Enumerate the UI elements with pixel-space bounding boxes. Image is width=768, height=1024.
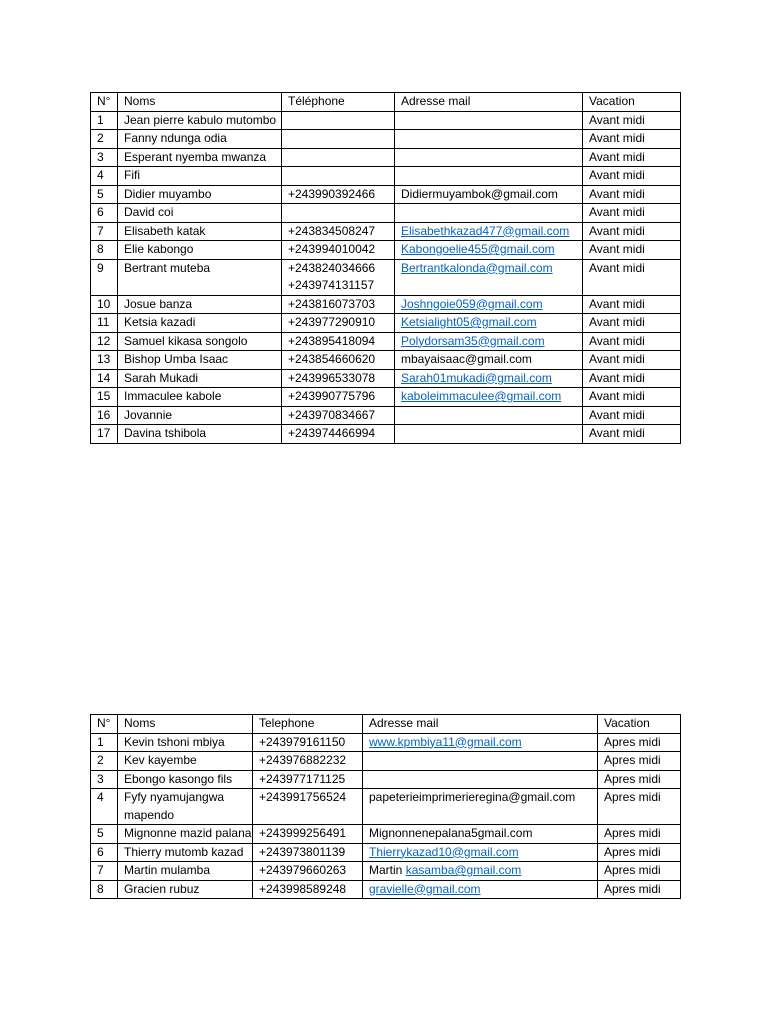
email-cell[interactable] [395, 314, 583, 333]
vacation-cell: Avant midi [583, 259, 681, 295]
name-cell: Jovannie [118, 406, 282, 425]
table-row [91, 204, 681, 223]
phone-cell: +243990775796 [282, 388, 395, 407]
row-number-cell: 15 [91, 388, 118, 407]
phone-cell: +243979161150 [253, 733, 363, 752]
row-number-cell: 5 [91, 825, 118, 844]
header-vacation: Vacation [583, 93, 681, 112]
row-number-cell: 7 [91, 862, 118, 881]
phone-cell: +243816073703 [282, 295, 395, 314]
table-row [91, 425, 681, 444]
email-cell [363, 752, 598, 771]
name-cell: David coi [118, 204, 282, 223]
phone-cell: +243834508247 [282, 222, 395, 241]
table-row [91, 167, 681, 186]
email-cell[interactable] [395, 222, 583, 241]
email-link[interactable]: Kabongoelie455@gmail.com [401, 242, 555, 256]
vacation-cell: Apres midi [598, 825, 681, 844]
row-number-cell: 2 [91, 130, 118, 149]
email-cell[interactable] [363, 843, 598, 862]
row-number-cell: 11 [91, 314, 118, 333]
email-link[interactable]: Sarah01mukadi@gmail.com [401, 370, 552, 385]
name-cell: Ketsia kazadi [118, 314, 282, 333]
phone-cell [282, 167, 395, 186]
phone-cell: +243977290910 [282, 314, 395, 333]
row-number-cell: 1 [91, 733, 118, 752]
header-vacation: Vacation [598, 715, 681, 734]
email-cell [395, 425, 583, 444]
vacation-cell: Apres midi [598, 733, 681, 752]
email-text: Mignonnenepalana5gmail.com [369, 826, 533, 840]
phone-cell: +243970834667 [282, 406, 395, 425]
table-row [91, 111, 681, 130]
table-row [91, 752, 681, 771]
table-row [91, 295, 681, 314]
email-cell [395, 111, 583, 130]
phone-cell: +243824034666 +243974131157 [282, 259, 395, 295]
row-number-cell: 6 [91, 843, 118, 862]
email-cell[interactable] [363, 733, 598, 752]
row-number-cell: 8 [91, 241, 118, 260]
email-cell[interactable] [363, 862, 598, 881]
table-row [91, 185, 681, 204]
name-cell: Gracien rubuz [118, 880, 253, 899]
header-names: Noms [118, 715, 253, 734]
vacation-cell: Apres midi [598, 770, 681, 789]
vacation-cell: Avant midi [583, 351, 681, 370]
name-cell: Samuel kikasa songolo [118, 332, 282, 351]
name-cell: Martin mulamba [118, 862, 253, 881]
name-cell: Esperant nyemba mwanza [118, 148, 282, 167]
table-row [91, 825, 681, 844]
header-number: N° [91, 93, 118, 112]
phone-cell: +243974466994 [282, 425, 395, 444]
name-cell: Fifi [118, 167, 282, 186]
name-cell: Elie kabongo [118, 241, 282, 260]
vacation-cell: Avant midi [583, 148, 681, 167]
phone-cell: +243979660263 [253, 862, 363, 881]
row-number-cell: 10 [91, 295, 118, 314]
vacation-cell: Avant midi [583, 314, 681, 333]
email-cell [363, 789, 598, 825]
table-row [91, 880, 681, 899]
phone-cell: +243973801139 [253, 843, 363, 862]
row-number-cell: 13 [91, 351, 118, 370]
row-number-cell: 16 [91, 406, 118, 425]
vacation-cell: Apres midi [598, 862, 681, 881]
email-cell[interactable] [395, 388, 583, 407]
name-cell: Davina tshibola [118, 425, 282, 444]
row-number-cell: 3 [91, 770, 118, 789]
table-row [91, 733, 681, 752]
vacation-cell: Avant midi [583, 111, 681, 130]
email-cell[interactable] [395, 259, 583, 295]
email-cell [395, 204, 583, 223]
email-prefix-text: Martin [369, 863, 406, 877]
header-email: Adresse mail [395, 93, 583, 112]
vacation-cell: Avant midi [583, 222, 681, 241]
vacation-cell: Avant midi [583, 241, 681, 260]
header-email: Adresse mail [363, 715, 598, 734]
email-cell [363, 770, 598, 789]
table-header-row [91, 93, 681, 112]
email-cell [395, 148, 583, 167]
email-link[interactable]: www.kpmbiya11@gmail.com [369, 734, 522, 749]
name-cell: Mignonne mazid palana [118, 825, 253, 844]
phone-cell: +243999256491 [253, 825, 363, 844]
vacation-cell: Avant midi [583, 167, 681, 186]
table-row [91, 351, 681, 370]
phone-cell: +243976882232 [253, 752, 363, 771]
table-row [91, 222, 681, 241]
vacation-cell: Avant midi [583, 369, 681, 388]
phone-cell: +243994010042 [282, 241, 395, 260]
email-link[interactable]: gravielle@gmail.com [369, 881, 481, 896]
row-number-cell: 4 [91, 789, 118, 825]
name-cell: Fyfy nyamujangwa mapendo [118, 789, 253, 825]
vacation-cell: Avant midi [583, 425, 681, 444]
name-cell: Kevin tshoni mbiya [118, 733, 253, 752]
phone-cell [282, 130, 395, 149]
email-link[interactable]: Bertrantkalonda@gmail.com [401, 260, 553, 275]
vacation-cell: Avant midi [583, 406, 681, 425]
table-row [91, 259, 681, 295]
name-cell: Jean pierre kabulo mutombo [118, 111, 282, 130]
email-link[interactable]: Elisabethkazad477@gmail.com [401, 223, 570, 238]
email-cell [363, 825, 598, 844]
table-header-row [91, 715, 681, 734]
phone-cell [282, 148, 395, 167]
phone-cell: +243996533078 [282, 369, 395, 388]
row-number-cell: 3 [91, 148, 118, 167]
header-names: Noms [118, 93, 282, 112]
name-cell: Immaculee kabole [118, 388, 282, 407]
name-cell: Ebongo kasongo fils [118, 770, 253, 789]
row-number-cell: 17 [91, 425, 118, 444]
name-cell: Sarah Mukadi [118, 369, 282, 388]
email-text: Didiermuyambok@gmail.com [401, 186, 558, 201]
phone-cell: +243854660620 [282, 351, 395, 370]
email-text: mbayaisaac@gmail.com [401, 352, 532, 366]
table-row [91, 148, 681, 167]
phone-cell: +243998589248 [253, 880, 363, 899]
header-phone: Téléphone [282, 93, 395, 112]
email-link[interactable]: kasamba@gmail.com [405, 863, 522, 877]
row-number-cell: 12 [91, 332, 118, 351]
row-number-cell: 1 [91, 111, 118, 130]
table-row [91, 314, 681, 333]
afternoon-contact-table [90, 714, 681, 899]
table-row [91, 388, 681, 407]
vacation-cell: Apres midi [598, 789, 681, 825]
row-number-cell: 8 [91, 880, 118, 899]
vacation-cell: Avant midi [583, 185, 681, 204]
phone-cell: +243991756524 [253, 789, 363, 825]
vacation-cell: Apres midi [598, 880, 681, 899]
table-row [91, 241, 681, 260]
vacation-cell: Avant midi [583, 204, 681, 223]
email-cell[interactable] [395, 369, 583, 388]
email-link[interactable]: Ketsialight05@gmail.com [401, 315, 537, 329]
row-number-cell: 4 [91, 167, 118, 186]
email-cell[interactable] [395, 295, 583, 314]
table-row [91, 862, 681, 881]
row-number-cell: 6 [91, 204, 118, 223]
email-cell [395, 167, 583, 186]
name-cell: Elisabeth katak [118, 222, 282, 241]
table-row [91, 130, 681, 149]
phone-cell: +243990392466 [282, 185, 395, 204]
name-cell: Fanny ndunga odia [118, 130, 282, 149]
table-row [91, 332, 681, 351]
phone-cell [282, 111, 395, 130]
morning-contact-table [90, 92, 681, 444]
vacation-cell: Apres midi [598, 843, 681, 862]
name-cell: Bertrant muteba [118, 259, 282, 295]
row-number-cell: 7 [91, 222, 118, 241]
phone-cell: +243895418094 [282, 332, 395, 351]
email-cell[interactable] [395, 332, 583, 351]
name-cell: Bishop Umba Isaac [118, 351, 282, 370]
email-cell[interactable] [395, 241, 583, 260]
table-row [91, 369, 681, 388]
header-phone: Telephone [253, 715, 363, 734]
email-cell [395, 351, 583, 370]
email-link[interactable]: Thierrykazad10@gmail.com [369, 844, 519, 859]
phone-cell: +243977171125 [253, 770, 363, 789]
vacation-cell: Apres midi [598, 752, 681, 771]
header-number: N° [91, 715, 118, 734]
email-link[interactable]: kaboleimmaculee@gmail.com [401, 389, 562, 403]
phone-cell [282, 204, 395, 223]
email-cell [395, 130, 583, 149]
vacation-cell: Avant midi [583, 295, 681, 314]
name-cell: Kev kayembe [118, 752, 253, 771]
row-number-cell: 9 [91, 259, 118, 295]
email-text: papeterieimprimerieregina@gmail.com [369, 790, 576, 804]
name-cell: Josue banza [118, 295, 282, 314]
row-number-cell: 14 [91, 369, 118, 388]
email-cell [395, 185, 583, 204]
vacation-cell: Avant midi [583, 332, 681, 351]
email-link[interactable]: Joshngoie059@gmail.com [401, 296, 543, 311]
vacation-cell: Avant midi [583, 130, 681, 149]
table-row [91, 789, 681, 825]
vacation-cell: Avant midi [583, 388, 681, 407]
table-row [91, 406, 681, 425]
row-number-cell: 5 [91, 185, 118, 204]
row-number-cell: 2 [91, 752, 118, 771]
email-link[interactable]: Polydorsam35@gmail.com [401, 333, 545, 348]
name-cell: Thierry mutomb kazad [118, 843, 253, 862]
email-cell [395, 406, 583, 425]
name-cell: Didier muyambo [118, 185, 282, 204]
table-row [91, 770, 681, 789]
table-row [91, 843, 681, 862]
email-cell[interactable] [363, 880, 598, 899]
